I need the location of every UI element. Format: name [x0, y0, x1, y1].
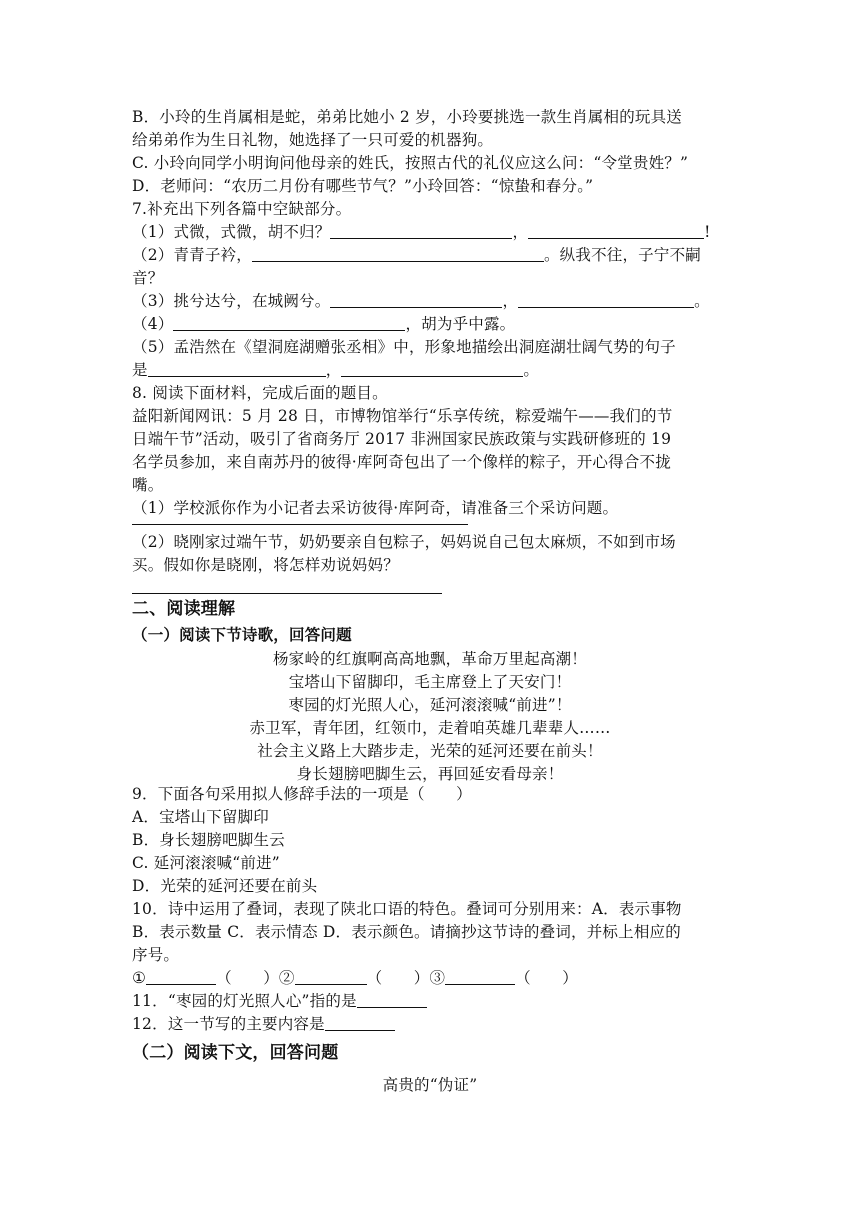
poem-line: 赤卫军，青年团，红领巾，走着咱英雄几辈辈人…… [249, 719, 611, 737]
q7-item-1 [132, 221, 732, 243]
article-title: 高贵的“伪证” [382, 1076, 478, 1094]
q7-item-2-text: （2）青青子衿， [132, 246, 252, 264]
q8-material-line2: 日端午节”活动，吸引了省商务厅 2017 非洲国家民族政策与实践研修班的 19 [132, 430, 672, 448]
answer-line[interactable] [132, 593, 442, 594]
answer-blank[interactable] [330, 223, 512, 239]
poem-line: 身长翅膀吧脚生云，再回延安看母亲！ [296, 765, 564, 783]
answer-blank[interactable] [252, 246, 544, 262]
q7-item-5-cont [132, 359, 732, 381]
q12 [132, 1013, 732, 1035]
q7-item-2-cont: 音？ [132, 269, 164, 287]
answer-blank[interactable] [295, 969, 367, 985]
q7-item-5-end: 。 [523, 361, 540, 379]
q11 [132, 990, 732, 1012]
q7-item-2-tail: 。纵我不往，子宁不嗣 [543, 246, 701, 264]
answer-blank[interactable] [325, 1015, 395, 1031]
q7-item-5-text: 是 [132, 361, 148, 379]
section-title: 二、阅读理解 [132, 599, 236, 619]
poem-line: 宝塔山下留脚印，毛主席登上了天安门！ [288, 673, 572, 691]
q6-option-b-line2: 给弟弟作为生日礼物，她选择了一只可爱的机器狗。 [132, 131, 494, 149]
q9-option-d: D．光荣的延河还要在前头 [132, 877, 318, 895]
answer-blank[interactable] [528, 223, 704, 239]
paren: （ ） [366, 969, 430, 987]
q10-line2: B．表示数量 C．表示情态 D．表示颜色。请摘抄这节诗的叠词，并标上相应的 [132, 923, 681, 941]
q7-item-3 [132, 290, 732, 312]
q10-line1: 10．诗中运用了叠词，表现了陕北口语的特色。叠词可分别用来：A．表示事物 [132, 900, 682, 918]
q9-option-b: B．身长翅膀吧脚生云 [132, 831, 285, 849]
q7-item-4 [132, 313, 732, 335]
q8-sub1: （1）学校派你作为小记者去采访彼得·库阿奇，请准备三个采访问题。 [132, 499, 619, 517]
paren: （ ） [515, 969, 578, 987]
q12-text: 12．这一节写的主要内容是 [132, 1015, 325, 1033]
q7-item-4-text: （4） [132, 315, 174, 333]
q7-item-2 [132, 244, 732, 266]
q8-material-line4: 嘴。 [132, 476, 164, 494]
answer-blank[interactable] [330, 292, 502, 308]
q7-item-5: （5）孟浩然在《望洞庭湖赠张丞相》中，形象地描绘出洞庭湖壮阔气势的句子 [132, 338, 676, 356]
q6-option-b-line1: B．小玲的生肖属相是蛇，弟弟比她小 2 岁，小玲要挑选一款生肖属相的玩具送 [132, 108, 683, 126]
answer-blank[interactable] [445, 969, 515, 985]
marker-1: ① [132, 969, 147, 987]
answer-blank[interactable] [173, 315, 405, 331]
q9-option-c: C. 延河滚滚喊“前进” [132, 854, 280, 872]
q8-material-line1: 益阳新闻网讯：5 月 28 日，市博物馆举行“乐享传统，粽爱端午——我们的节 [132, 407, 673, 425]
poem-line: 杨家岭的红旗啊高高地飘，革命万里起高潮！ [272, 650, 587, 668]
marker-3: ③ [429, 969, 446, 987]
q6-option-c: C. 小玲向同学小明询问他母亲的姓氏，按照古代的礼仪应这么问：“令堂贵姓？” [132, 154, 689, 172]
answer-blank[interactable] [518, 292, 694, 308]
q8-sub2-line1: （2）晓刚家过端午节，奶奶要亲自包粽子，妈妈说自己包太麻烦，不如到市场 [132, 533, 676, 551]
answer-blank[interactable] [341, 361, 523, 377]
q9-option-a: A．宝塔山下留脚印 [132, 808, 269, 826]
q10-line3: 序号。 [132, 946, 180, 964]
q7-item-1-end: ! [704, 223, 711, 241]
q7-item-5-sep: ， [325, 361, 342, 379]
q7-title: 7.补充出下列各篇中空缺部分。 [132, 200, 352, 218]
q9-stem: 9．下面各句采用拟人修辞手法的一项是（ ） [132, 785, 472, 803]
q10-answer-row [132, 967, 732, 989]
paren: （ ） [216, 969, 279, 987]
answer-blank[interactable] [148, 361, 326, 377]
q7-item-1-text: （1）式微，式微，胡不归？ [132, 223, 331, 241]
q11-text: 11．“枣园的灯光照人心”指的是 [132, 992, 357, 1010]
q8-material-line3: 名学员参加，来自南苏丹的彼得·库阿奇包出了一个像样的粽子，开心得合不拢 [132, 453, 671, 471]
q8-sub2-line2: 买。假如你是晓刚，将怎样劝说妈妈？ [132, 556, 399, 574]
q7-item-3-end: 。 [694, 292, 710, 310]
marker-2: ② [278, 969, 295, 987]
part2-title: （二）阅读下文，回答问题 [132, 1043, 339, 1063]
answer-blank[interactable] [357, 992, 427, 1008]
answer-blank[interactable] [146, 969, 216, 985]
q6-option-d: D．老师问：“农历二月份有哪些节气？”小玲回答：“惊蛰和春分。” [132, 177, 594, 195]
q8-title: 8. 阅读下面材料，完成后面的题目。 [132, 384, 388, 402]
poem-line: 枣园的灯光照人心，延河滚滚喊“前进”！ [288, 696, 572, 714]
part1-title: （一）阅读下节诗歌，回答问题 [132, 625, 352, 644]
poem-line: 社会主义路上大踏步走，光荣的延河还要在前头！ [257, 742, 603, 760]
q7-item-3-text: （3）挑兮达兮，在城阙兮。 [132, 292, 331, 310]
q7-item-4-tail: ，胡为乎中露。 [405, 315, 516, 333]
q7-item-1-sep: ， [512, 223, 529, 241]
answer-line[interactable] [132, 524, 468, 525]
q7-item-3-sep: ， [502, 292, 519, 310]
